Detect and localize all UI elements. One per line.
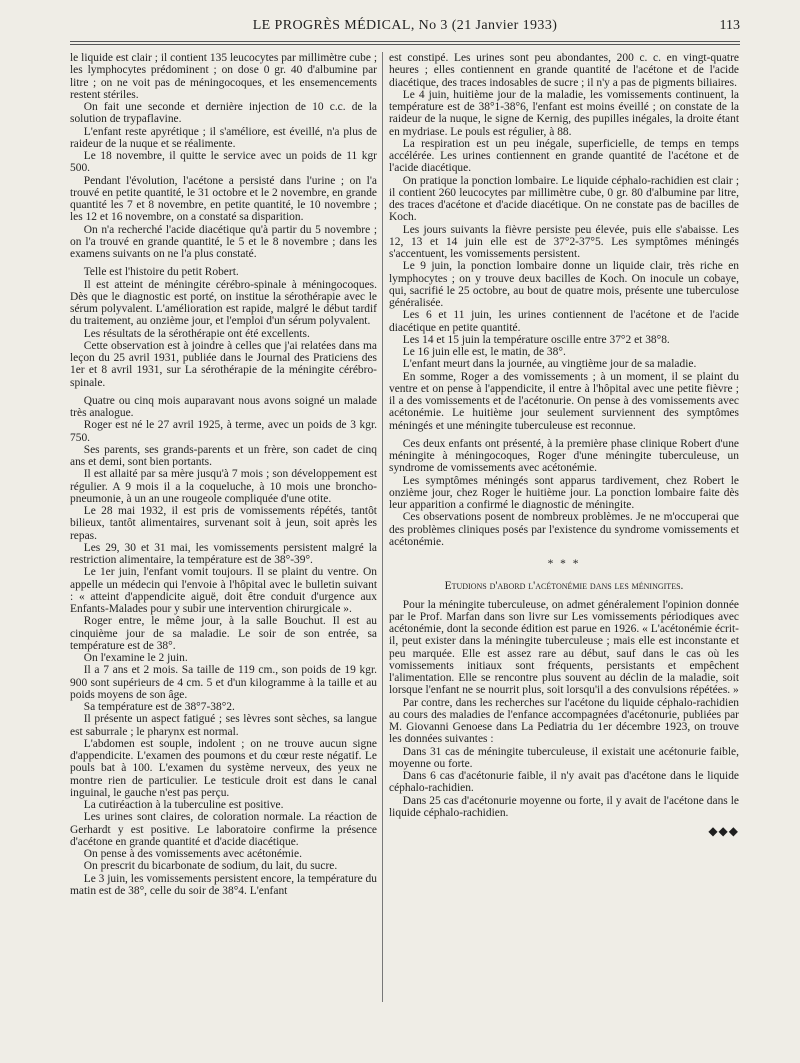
paragraph: Cette observation est à joindre à celles que j'ai relatées dans ma leçon du 25 avril 1931, publiée dans le Journal des Praticiens des 1er et 8 avril 1931, sur La sérothérapie de la méningite cérébro-spinale. [70, 339, 377, 389]
header-rule-top [70, 41, 740, 42]
paragraph: Dans 25 cas d'acétonurie moyenne ou forte, il y avait de l'acétone dans le liquide céphalo-rachidien. [389, 794, 739, 819]
journal-title: LE PROGRÈS MÉDICAL, No 3 (21 Janvier 1933) [252, 18, 558, 33]
paragraph: Quatre ou cinq mois auparavant nous avons soigné un malade très analogue. [70, 394, 377, 419]
paragraph: Ces observations posent de nombreux problèmes. Je ne m'occuperai que des problèmes cliniques posés par l'existence du syndrome vomissements et acétonémie. [389, 511, 739, 548]
paragraph: Par contre, dans les recherches sur l'acétone du liquide céphalo-rachidien au cours des maladies de l'enfance accompagnées d'acétonurie, publiées par M. Giovanni Genoese dans La Pediatria du 1er décembre 1923, on trouve les données suivantes : [389, 696, 739, 746]
paragraph: On n'a recherché l'acide diacétique qu'à partir du 5 novembre ; on l'a trouvé en grande quantité, le 5 et le 8 novembre ; dans les examens suivants on ne l'a plus constaté. [70, 223, 377, 260]
paragraph: Le 28 mai 1932, il est pris de vomissements répétés, tantôt bilieux, tantôt alimentaires, survenant soit à jeun, soit après les repas. [70, 505, 377, 542]
paragraph: Dans 6 cas d'acétonurie faible, il n'y avait pas d'acétone dans le liquide céphalo-rachidien. [389, 770, 739, 795]
paragraph: Le 3 juin, les vomissements persistent encore, la température du matin est de 38°, celle du soir de 38°4. L'enfant [70, 872, 377, 897]
paragraph: L'enfant reste apyrétique ; il s'améliore, est éveillé, n'a plus de raideur de la nuque et se réalimente. [70, 125, 377, 150]
paragraph: L'enfant meurt dans la journée, au vingtième jour de sa maladie. [402, 358, 697, 371]
left-column [70, 52, 377, 1049]
paragraph: est constipé. Les urines sont peu abondantes, 200 c. c. en vingt-quatre heures ; elles contiennent en grande quantité de l'acétone et de l'acide diacétique, des traces indosables de sucre ; il n'y a pas de pigments biliaires. [389, 52, 739, 89]
paragraph: Le 9 juin, la ponction lombaire donne un liquide clair, très riche en lymphocytes ; on y trouve deux bacilles de Koch. On inocule un cobaye, qui, sacrifié le 25 octobre, au bout de quatre mois, présente une tuberculose généralisée. [389, 260, 739, 309]
page-number: 113 [719, 18, 740, 33]
paragraph: La respiration est un peu inégale, superficielle, de temps en temps accélérée. Les urines contiennent en grande quantité de l'acétone et de l'acide diacétique. [389, 137, 739, 175]
paragraph: Etudions d'abord l'acétonémie dans les méningites. [444, 580, 684, 593]
paragraph: Il présente un aspect fatigué ; ses lèvres sont sèches, sa langue est saburrale ; le pharynx est normal. [70, 713, 377, 738]
paragraph: * * * [547, 558, 581, 570]
paragraph: Les urines sont claires, de coloration normale. La réaction de Gerhardt y est positive. Le laboratoire confirme la présence d'acétone en grande quantité et d'acide diacétique. [70, 811, 377, 848]
paragraph: En somme, Roger a des vomissements ; à un moment, il se plaint du ventre et on pense à l'appendicite, il entre à l'hôpital avec une petite fièvre ; il a des vomissements et de l'acétonurie. On pense à des vomissements avec acétonémie. Le huitième jour seulement surviennent des symptômes méningés et une méningite tuberculeuse est reconnue. [389, 370, 739, 432]
paragraph: On pratique la ponction lombaire. Le liquide céphalo-rachidien est clair ; il contient 260 leucocytes par millimètre cube, 0 gr. 80 d'albumine par litre, des traces d'acétone et d'acide diacétique. On ne constate pas de bacilles de Koch. [389, 174, 739, 224]
paragraph: Les 6 et 11 juin, les urines contiennent de l'acétone et de l'acide diacétique en petite quantité. [389, 309, 739, 334]
paragraph: Le 4 juin, huitième jour de la maladie, les vomissements continuent, la température est de 38°1-38°6, l'enfant est moins éveillé ; on constate de la raideur de la nuque, le signe de Kernig, des pupilles inégales, la droite étant en mydriase. Le pouls est régulier, à 88. [389, 88, 739, 138]
paragraph: Le 1er juin, l'enfant vomit toujours. Il se plaint du ventre. On appelle un médecin qui l'envoie à l'hôpital avec le bulletin suivant : « atteint d'appendicite aiguë, doit être conduit d'urgence aux Enfants-Malades pour y subir une intervention chirurgicale ». [70, 566, 377, 615]
running-header [70, 18, 740, 38]
paragraph: Pendant l'évolution, l'acétone a persisté dans l'urine ; on l'a trouvé en petite quantité, le 31 octobre et le 2 novembre, en grande quantité les 7 et 8 novembre, en petite quantité, le 10 novembre ; les 12 et 16 novembre, on a constaté sa disparition. [70, 174, 377, 224]
paragraph: Roger entre, le même jour, à la salle Bouchut. Il est au cinquième jour de sa maladie. Le soir de son entrée, sa température est de 38°. [70, 615, 377, 652]
column-divider [382, 52, 383, 1002]
paragraph: Sa température est de 38°7-38°2. [83, 701, 235, 713]
paragraph: Il a 7 ans et 2 mois. Sa taille de 119 cm., son poids de 19 kgr. 900 sont supérieurs de 4 cm. 5 et d'un kilogramme à la taille et au poids moyens de son âge. [70, 664, 377, 701]
paragraph: le liquide est clair ; il contient 135 leucocytes par millimètre cube ; les lymphocytes prédominent ; on dose 0 gr. 40 d'albumine par litre ; on ne voit pas de méningocoques, et les ensemencements restent stériles. [70, 52, 377, 101]
paragraph: On l'examine le 2 juin. [83, 652, 188, 664]
paragraph: Les 14 et 15 juin la température oscille entre 37°2 et 38°8. [402, 333, 670, 346]
paragraph: L'abdomen est souple, indolent ; on ne trouve aucun signe d'appendicite. L'examen des poumons et du cœur reste négatif. Le pouls bat à 100. L'examen du système nerveux, des yeux ne montre rien de particulier. Le testicule droit est dans le canal inguinal, le gauche n'est pas perçu. [70, 737, 377, 799]
paragraph: Les résultats de la sérothérapie ont été excellents. [83, 327, 310, 340]
paragraph: Dans 31 cas de méningite tuberculeuse, il existait une acétonurie faible, moyenne ou forte. [389, 745, 739, 770]
paragraph: Les symptômes méningés sont apparus tardivement, chez Robert le onzième jour, chez Roger le huitième jour. La ponction lombaire faite dès leur apparition a confirmé le diagnostic de méningite. [389, 474, 739, 511]
paragraph: Il est atteint de méningite cérébro-spinale à méningocoques. Dès que le diagnostic est porté, on institue la sérothérapie avec le sérum polyvalent. L'amélioration est rapide, malgré le début tardif du traitement, au onzième jour, et l'emploi d'un sérum polyvalent. [70, 278, 377, 328]
paragraph: Il est allaité par sa mère jusqu'à 7 mois ; son développement est régulier. A 9 mois il a la coqueluche, à 10 mois une broncho-pneumonie, à un an une rougeole compliquée d'une otite. [70, 468, 377, 505]
right-column [389, 52, 739, 1049]
paragraph: On prescrit du bicarbonate de sodium, du lait, du sucre. [83, 860, 338, 873]
paragraph: Les 29, 30 et 31 mai, les vomissements persistent malgré la restriction alimentaire, la température est de 38°-39°. [70, 541, 377, 566]
paragraph: Roger est né le 27 avril 1925, à terme, avec un poids de 3 kgr. 750. [70, 419, 377, 444]
paragraph: La cutiréaction à la tuberculine est positive. [83, 799, 284, 811]
paragraph: Ces deux enfants ont présenté, à la première phase clinique Robert d'une méningite à méningocoques, Roger d'une méningite tuberculeuse, un syndrome de vomissements avec acétonémie. [389, 437, 739, 475]
paragraph: Ses parents, ses grands-parents et un frère, son cadet de cinq ans et demi, sont bien portants. [70, 443, 377, 468]
paragraph: Telle est l'histoire du petit Robert. [83, 266, 239, 279]
paragraph: Les jours suivants la fièvre persiste peu élevée, puis elle s'abaisse. Les 12, 13 et 14 juin elle est de 37°2-37°5. Les symptômes méningés s'accentuent, les vomissements persistent. [389, 223, 739, 260]
header-rule-bottom [70, 44, 740, 45]
paragraph: Le 18 novembre, il quitte le service avec un poids de 11 kgr 500. [70, 150, 377, 175]
paragraph: Le 16 juin elle est, le matin, de 38°. [402, 346, 566, 358]
paragraph: On fait une seconde et dernière injection de 10 c.c. de la solution de trypaflavine. [70, 101, 377, 126]
paragraph: Pour la méningite tuberculeuse, on admet généralement l'opinion donnée par le Prof. Marfan dans son livre sur Les vomissements périodiques avec acétonémie, dont la seconde édition est parue en 1926. « L'acétonémie écrit-il, peut exister dans la méningite tuberculeuse ; mais elle est inconstante et peu marquée. Elle est assez rare au début, sauf dans le cas où les vomissements initiaux sont fréquents, persistants et empêchent l'alimentation. Elle se rencontre plus souvent au déclin de la maladie, soit lorsque l'enfant ne se nourrit plus, soit lorsqu'il a des convulsions répétées. » [389, 598, 739, 697]
paragraph: ◆◆◆ [708, 824, 739, 838]
paragraph: On pense à des vomissements avec acétonémie. [83, 848, 302, 860]
